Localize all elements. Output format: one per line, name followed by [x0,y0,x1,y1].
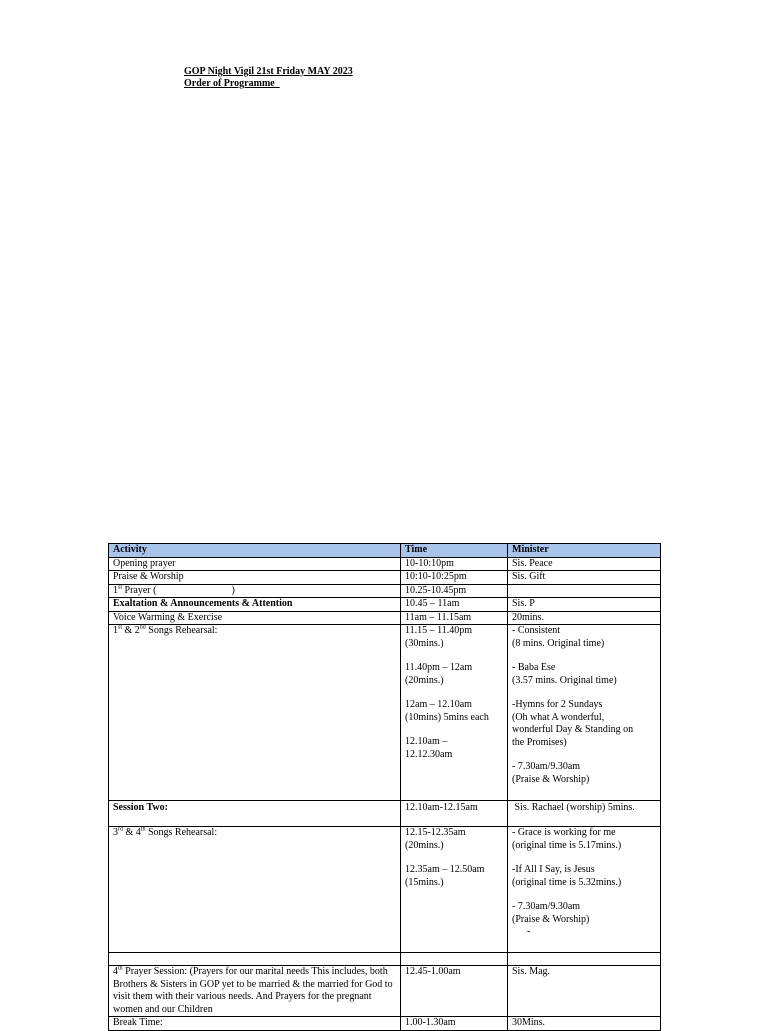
table-row [109,827,661,953]
header-activity: Activity [109,544,401,558]
cell-line: 11.40pm – 12am [405,662,473,673]
cell-line: 12am – 12.10am [405,699,472,710]
document-title: GOP Night Vigil 21st Friday MAY 2023 [184,66,353,77]
cell-line: (30mins.) [405,637,444,649]
table-row [109,1017,661,1031]
table-row [109,598,661,612]
cell-line [512,889,656,901]
table-row [109,966,661,1017]
cell-line: (10mins) 5mins each [405,711,489,723]
activity-ordinal: & 2 [122,625,140,636]
activity-text: Prayer ( ) [122,584,235,596]
cell-line [405,724,503,736]
cell-line: the Promises) [512,736,567,748]
activity-cell: Opening prayer [109,557,401,571]
table-header-row [109,544,661,558]
minister-cell: Sis. Rachael (worship) 5mins. [508,801,661,827]
table-row-empty [109,953,661,966]
table-row [109,584,661,598]
ordinal-suffix: rd [118,826,123,833]
activity-ordinal: 3 [113,827,118,838]
ordinal-suffix: th [118,965,123,972]
time-cell: 12.10am-12.15am [401,801,508,827]
minister-cell [508,584,661,598]
time-cell [401,827,508,953]
cell-line: (8 mins. Original time) [512,637,605,649]
activity-text: Songs Rehearsal: [145,625,218,636]
minister-cell: Sis. Mag. [508,966,661,1017]
time-cell: 12.45-1.00am [401,966,508,1017]
activity-text: Prayer Session: (Prayers for our marital needs This includes, both Brothers & Sisters in GOP yet to be married & the married for God to visit them with their various needs. And Prayers for the pregnant women and our Children [113,966,393,1015]
cell-line: (15mins.) [405,876,444,888]
activity-text: Songs Rehearsal: [145,827,218,838]
cell-line: (Oh what A wonderful, [512,711,605,723]
minister-cell [508,953,661,966]
cell-line [405,852,503,864]
time-cell: 10:10-10:25pm [401,571,508,585]
activity-ordinal: 1 [113,625,118,636]
cell-line: - [512,926,531,937]
cell-line: - 7.30am/9.30am [512,761,581,772]
cell-line: 11.15 – 11.40pm [405,625,473,636]
cell-line: - 7.30am/9.30am [512,901,581,912]
cell-line [405,687,503,699]
activity-ordinal: & 4 [123,827,141,838]
cell-line: (original time is 5.17mins.) [512,839,622,851]
activity-cell [109,584,401,598]
cell-line: 12.35am – 12.50am [405,864,485,875]
cell-line: (Praise & Worship) [512,773,590,785]
time-cell: 10.45 – 11am [401,598,508,612]
cell-line: (Praise & Worship) [512,913,590,925]
activity-cell [109,827,401,953]
minister-cell: Sis. P [508,598,661,612]
cell-line: - Consistent [512,625,561,636]
table-row [109,801,661,827]
activity-cell [109,953,401,966]
cell-line [512,650,656,662]
minister-cell: 30Mins. [508,1017,661,1031]
activity-cell [109,966,401,1017]
time-cell [401,625,508,801]
table-row [109,557,661,571]
activity-cell: Praise & Worship [109,571,401,585]
cell-line [405,650,503,662]
minister-cell: 20mins. [508,611,661,625]
activity-cell: Session Two: [109,801,401,827]
activity-cell: Voice Warming & Exercise [109,611,401,625]
ordinal-suffix: st [118,584,123,591]
activity-ordinal: 4 [113,966,118,977]
cell-line: 12.12.30am [405,748,453,760]
minister-cell [508,827,661,953]
time-cell: 1.00-1.30am [401,1017,508,1031]
cell-line: -Hymns for 2 Sundays [512,699,603,710]
cell-line: - Grace is working for me [512,827,616,838]
cell-line [512,687,656,699]
minister-cell: Sis. Gift [508,571,661,585]
table-row [109,611,661,625]
activity-cell [109,625,401,801]
cell-line: wonderful Day & Standing on [512,724,634,735]
minister-cell: Sis. Peace [508,557,661,571]
activity-cell: Break Time: [109,1017,401,1031]
document-subtitle: Order of Programme [184,78,280,89]
cell-line: - Baba Ese [512,662,556,673]
cell-line: -If All I Say, is Jesus [512,864,595,875]
time-cell: 10-10:10pm [401,557,508,571]
ordinal-suffix: st [118,624,123,631]
table-row [109,571,661,585]
cell-line: 12.15-12.35am [405,827,466,838]
cell-line: (original time is 5.32mins.) [512,876,622,888]
header-minister: Minister [508,544,661,558]
cell-line: (3.57 mins. Original time) [512,674,617,686]
ordinal-suffix: th [140,826,146,833]
programme-table [108,543,661,1031]
cell-line [512,852,656,864]
time-cell: 11am – 11.15am [401,611,508,625]
time-cell [401,953,508,966]
header-time: Time [401,544,508,558]
activity-ordinal: 1 [113,584,118,596]
cell-line: (20mins.) [405,839,444,851]
table-row [109,625,661,801]
cell-line [512,749,656,761]
ordinal-suffix: nd [139,624,146,631]
time-cell: 10.25-10.45pm [401,584,508,598]
cell-line: 12.10am – [405,736,448,747]
activity-cell: Exaltation & Announcements & Attention [109,598,401,612]
document-header [184,66,353,90]
cell-line: (20mins.) [405,674,444,686]
minister-cell [508,625,661,801]
